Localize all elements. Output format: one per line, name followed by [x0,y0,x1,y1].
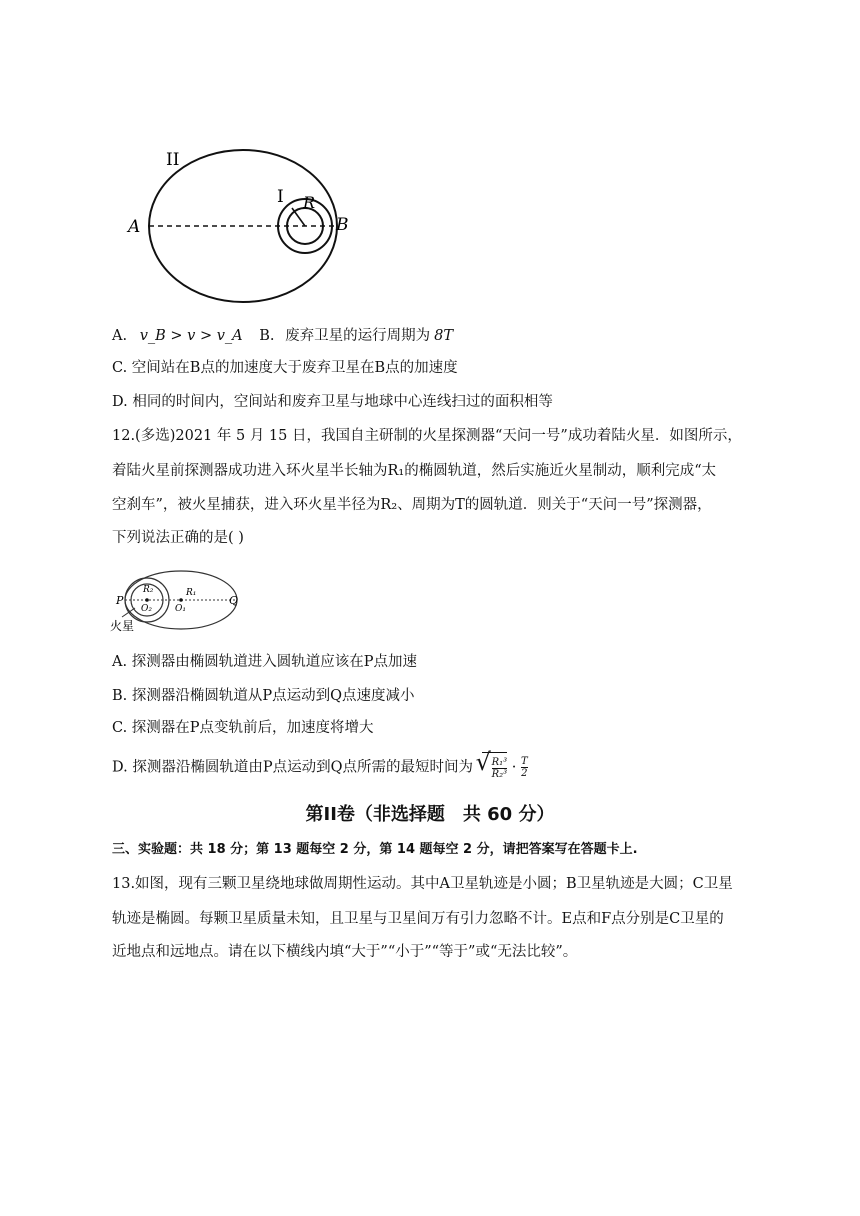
q13-stem-2: 轨迹是椭圆。每颗卫星质量未知，且卫星与卫星间万有引力忽略不计。E点和F点分别是C卫星的 [112,911,724,927]
q11-option-c: C. 空间站在B点的加速度大于废弃卫星在B点的加速度 [112,360,458,376]
q11-option-a-math: v_B > v > v_A [139,328,243,344]
q12-option-c: C. 探测器在P点变轨前后，加速度将增大 [112,720,374,736]
q12-stem-4: 下列说法正确的是( ) [112,530,244,546]
section-instructions: 三、实验题：共 18 分；第 13 题每空 2 分，第 14 题每空 2 分，请把答案写在答题卡上. [112,842,638,857]
q11-option-d: D. 相同的时间内，空间站和废弃卫星与地球中心连线扫过的面积相等 [112,394,553,410]
label-Q: Q [229,594,239,607]
q12-option-a: A. 探测器由椭圆轨道进入圆轨道应该在P点加速 [112,654,417,670]
q12-option-b: B. 探测器沿椭圆轨道从P点运动到Q点速度减小 [112,688,415,704]
label-R1: R₁ [186,588,197,598]
label-R: R [303,193,316,212]
q12-stem-1: 12.(多选)2021 年 5 月 15 日，我国自主研制的火星探测器“天问一号”成功着陆火星．如图所示， [112,428,742,444]
mars-orbit-figure [0,562,860,642]
center-o1 [179,598,183,602]
sqrt-expression: √ $\frac{\text{R₁³}}{\text{R₂³}}$ [482,752,508,783]
label-A: A [128,217,141,237]
q12-option-d: D. 探测器沿椭圆轨道由P点运动到Q点所需的最短时间为 √ $\frac{\text{R₁³}}{\text{R₂³}}$ · $\frac{T}{2}$ [112,752,528,783]
q12-stem-3: 空刹车”，被火星捕获，进入环火星半径为R₂、周期为T的圆轨道．则关于“天问一号”探测器， [112,497,712,513]
label-P: P [116,594,124,607]
label-O1: O₁ [175,604,186,614]
q13-stem-3: 近地点和远地点。请在以下横线内填“大于”“小于”“等于”或“无法比较”。 [112,944,578,960]
q11-option-a-b: A. v_B > v > v_A B. 废弃卫星的运行周期为 8T [112,328,454,344]
section-title: 第II卷（非选择题 共 60 分） [305,804,555,825]
label-B: B [336,215,349,235]
q13-stem-1: 13.如图，现有三颗卫星绕地球做周期性运动。其中A卫星轨迹是小圆；B卫星轨迹是大圆；C卫星 [112,876,733,892]
label-II: II [166,150,180,170]
t-over-2: $\frac{T}{2}$ [520,756,528,779]
q12-stem-2: 着陆火星前探测器成功进入环火星半长轴为R₁的椭圆轨道，然后实施近火星制动，顺利完成“太 [112,463,717,479]
label-O2: O₂ [141,604,152,614]
center-o2 [145,598,149,602]
orbit-figure-1 [0,0,860,320]
label-R2: R₂ [143,585,154,595]
label-I: I [277,187,284,207]
label-mars: 火星 [110,619,135,633]
